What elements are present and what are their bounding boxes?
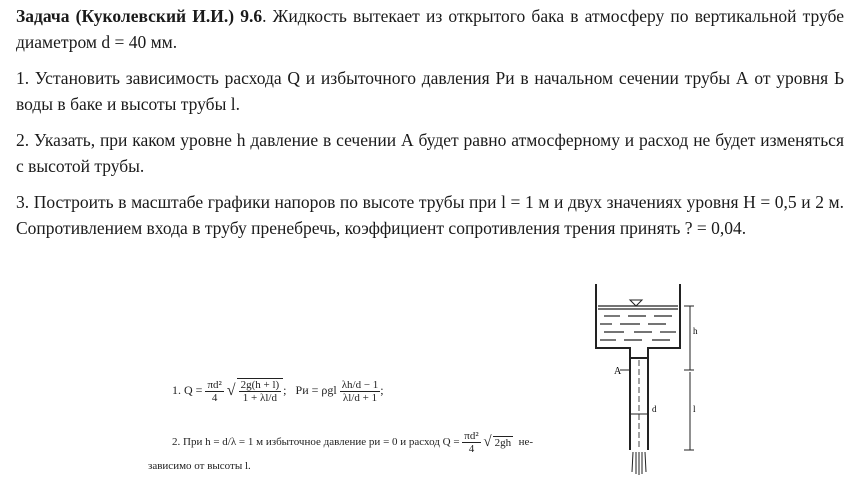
answer-2-sqrt: 2gh <box>494 437 512 449</box>
surface-marker-icon <box>630 300 642 306</box>
answer-2-text: 2. При h = d/λ = 1 м избыточное давление pи = 0 и расход Q = <box>172 436 460 449</box>
problem-item-3: 3. Построить в масштабе графики напоров по высоте трубы при l = 1 м и двух значениях уровня H = 0,5 и 2 м. Сопротивлением входа в трубу пренебречь, коэффициент сопротивления трения принять ? = 0,04. <box>16 192 844 238</box>
answer-2-frac-den: 4 <box>468 443 475 455</box>
answer-q-sqrt <box>237 378 287 404</box>
answer-p-frac-den: λl/d + 1 <box>342 391 378 404</box>
sqrt-sign-icon: √ <box>226 382 236 399</box>
answer-formula-2 <box>172 430 533 455</box>
answer-formula-1 <box>172 378 384 404</box>
problem-item-2: 2. Указать, при каком уровне h давление в сечении А будет равно атмосферному и расход не будет изменяться с высотой трубы. <box>16 130 844 176</box>
answer-q-sqrt-den: 1 + λl/d <box>242 392 277 404</box>
answer-2-continuation: зависимо от высоты l. <box>148 460 251 472</box>
answer-end: ; <box>380 382 384 397</box>
answer-p-label: Pи = ρgl <box>295 382 337 397</box>
problem-item-1: 1. Установить зависимость расхода Q и избыточного давления Pи в начальном сечении трубы А от уровня Ь воды в баке и высоты трубы l. <box>16 68 844 114</box>
label-l: l <box>693 404 696 414</box>
answer-2-fraction <box>462 430 480 455</box>
problem-intro-text: . Жидкость вытекает из открытого бака в атмосферу по вертикальной трубе диаметром d = 40 мм. <box>16 6 845 52</box>
problem-text <box>16 0 844 251</box>
tank-outline <box>596 284 680 358</box>
problem-intro <box>16 3 844 55</box>
answer-q-label: 1. Q = <box>172 382 203 397</box>
problem-title: Задача (Куколевский И.И.) 9.6 <box>16 6 263 26</box>
answer-q-sqrt-frac <box>239 379 282 404</box>
label-h: h <box>693 326 698 336</box>
answer-q-fraction <box>205 379 223 404</box>
answer-p-fraction <box>340 378 384 404</box>
label-d: d <box>652 404 657 414</box>
sqrt-sign-icon-2: √ <box>483 434 492 450</box>
tank-pipe-diagram <box>590 282 710 482</box>
label-a: A <box>614 366 622 377</box>
answer-p-frac-num: λh/d − 1 <box>341 378 379 391</box>
water-lines <box>598 306 678 340</box>
answer-2-tail: не- <box>518 436 534 449</box>
answer-2-frac-num: πd² <box>464 430 479 442</box>
answer-q-frac-den: 4 <box>211 391 218 404</box>
answer-q-sqrt-num: 2g(h + l) <box>240 379 280 391</box>
outflow-jet-icon <box>632 452 646 475</box>
answer-sep: ; <box>283 382 287 397</box>
answer-q-frac-num: πd² <box>207 378 222 391</box>
